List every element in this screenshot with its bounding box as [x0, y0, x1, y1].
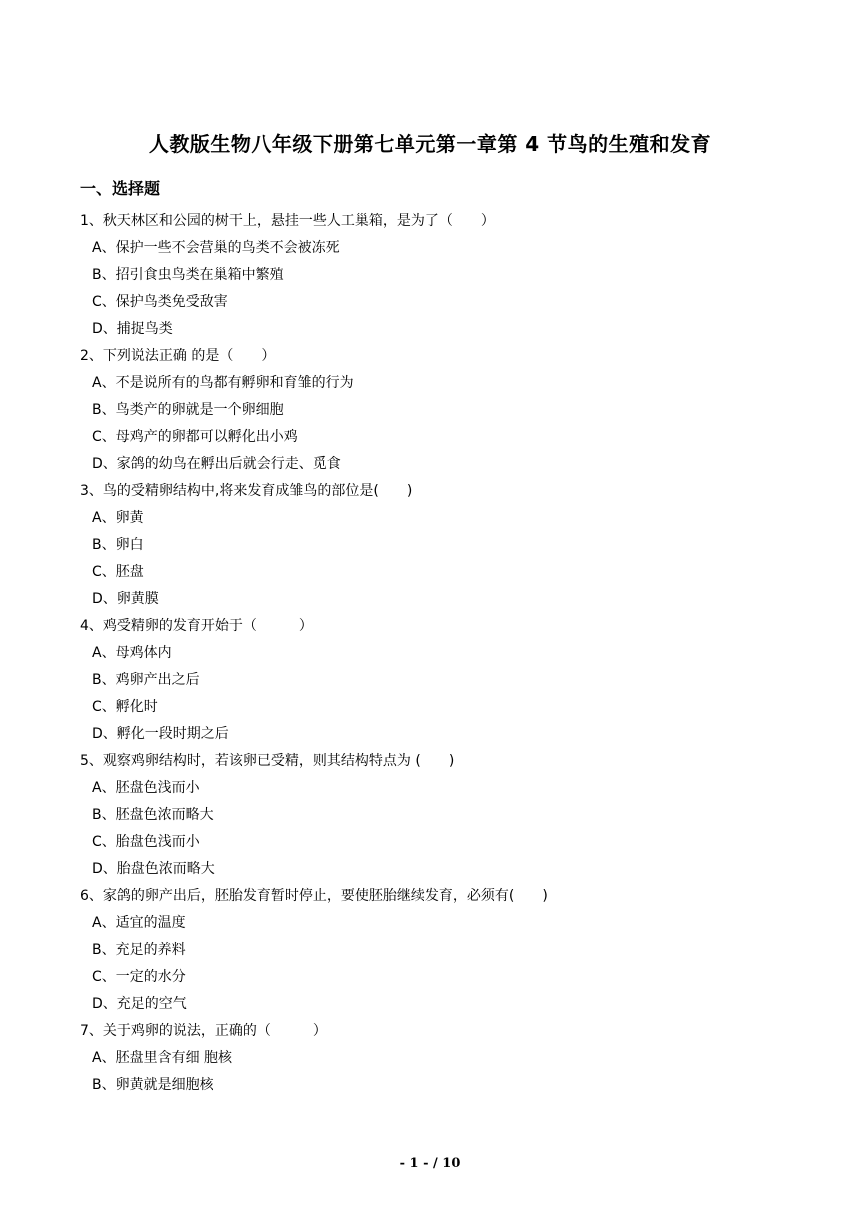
question-7 — [80, 1018, 780, 1099]
option-b: B、鸟类产的卵就是一个卵细胞 — [92, 402, 284, 418]
option-d: D、卵黄膜 — [92, 591, 159, 607]
question-stem: 4、鸡受精卵的发育开始于（ ） — [80, 618, 313, 634]
option-a: A、胚盘里含有细 胞核 — [92, 1050, 233, 1066]
option-b: B、卵黄就是细胞核 — [92, 1077, 214, 1093]
option-d: D、家鸽的幼鸟在孵出后就会行走、觅食 — [92, 456, 341, 472]
option-d: D、捕捉鸟类 — [92, 321, 173, 337]
option-a: A、胚盘色浅而小 — [92, 780, 200, 796]
question-stem: 5、观察鸡卵结构时，若该卵已受精，则其结构特点为 ( ) — [80, 753, 455, 769]
option-c: C、保护鸟类免受敌害 — [92, 294, 228, 310]
question-3 — [80, 478, 780, 613]
document-title: 人教版生物八年级下册第七单元第一章第 4 节鸟的生殖和发育 — [148, 132, 712, 156]
option-a: A、母鸡体内 — [92, 645, 172, 661]
option-a: A、卵黄 — [92, 510, 144, 526]
option-d: D、胎盘色浓而略大 — [92, 861, 215, 877]
question-stem: 7、关于鸡卵的说法，正确的（ ） — [80, 1023, 327, 1039]
option-c: C、母鸡产的卵都可以孵化出小鸡 — [92, 429, 298, 445]
question-5 — [80, 748, 780, 883]
question-1 — [80, 208, 780, 343]
option-d: D、充足的空气 — [92, 996, 187, 1012]
option-b: B、鸡卵产出之后 — [92, 672, 200, 688]
option-b: B、卵白 — [92, 537, 144, 553]
question-list — [80, 208, 780, 1099]
question-4 — [80, 613, 780, 748]
question-stem: 1、秋天林区和公园的树干上，悬挂一些人工巢箱，是为了（ ） — [80, 213, 495, 229]
page-number: - 1 - / 10 — [399, 1156, 461, 1171]
option-c: C、一定的水分 — [92, 969, 186, 985]
option-c: C、胚盘 — [92, 564, 144, 580]
option-b: B、招引食虫鸟类在巢箱中繁殖 — [92, 267, 284, 283]
option-a: A、保护一些不会营巢的鸟类不会被冻死 — [92, 240, 340, 256]
question-stem: 6、家鸽的卵产出后，胚胎发育暂时停止，要使胚胎继续发育，必须有( ) — [80, 888, 548, 904]
section-heading: 一、选择题 — [80, 179, 161, 198]
option-a: A、不是说所有的鸟都有孵卵和育雏的行为 — [92, 375, 354, 391]
question-stem: 3、鸟的受精卵结构中,将来发育成雏鸟的部位是( ) — [80, 483, 413, 499]
option-b: B、胚盘色浓而略大 — [92, 807, 214, 823]
option-a: A、适宜的温度 — [92, 915, 186, 931]
option-d: D、孵化一段时期之后 — [92, 726, 229, 742]
option-c: C、孵化时 — [92, 699, 158, 715]
option-b: B、充足的养料 — [92, 942, 186, 958]
question-2 — [80, 343, 780, 478]
question-stem: 2、下列说法正确 的是（ ） — [80, 348, 276, 364]
question-6 — [80, 883, 780, 1018]
option-c: C、胎盘色浅而小 — [92, 834, 200, 850]
